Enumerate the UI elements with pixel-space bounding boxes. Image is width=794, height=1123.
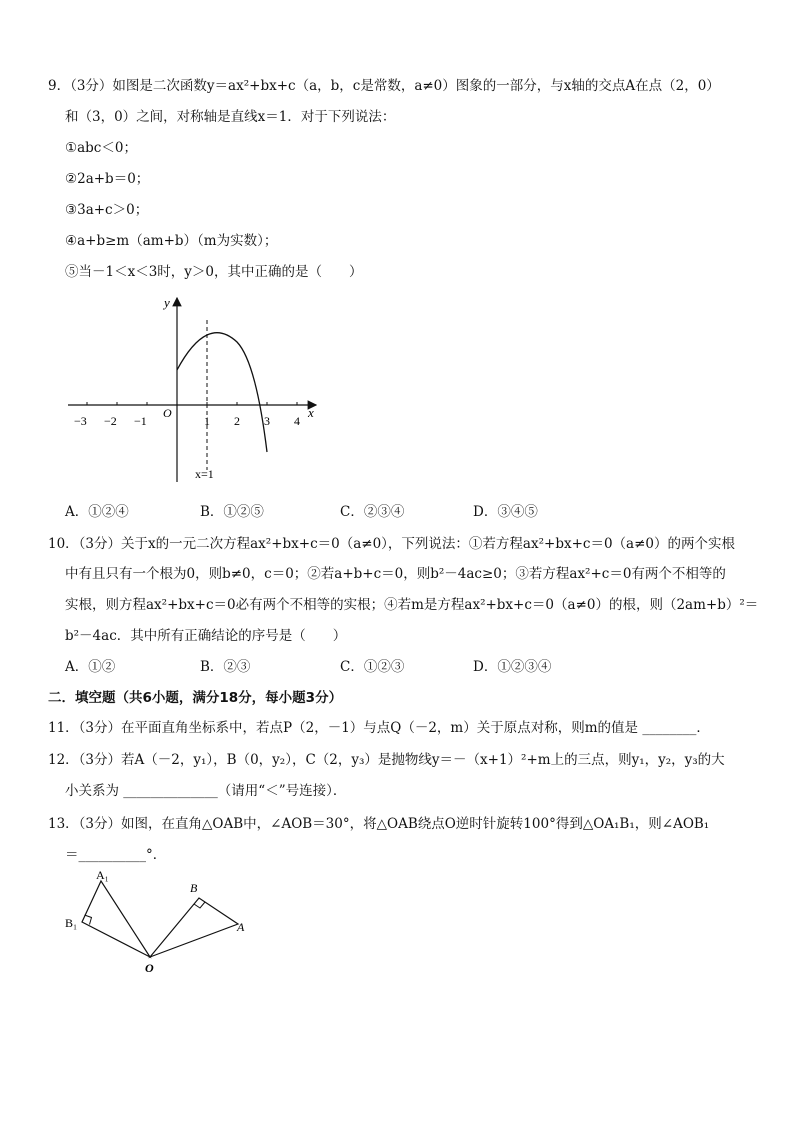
q10-line2: 中有且只有一个根为0，则b≠0，c＝0；②若a+b+c＝0，则b²－4ac≥0；③若方程ax²+c＝0有两个不相等的 — [65, 566, 726, 582]
q9-item-4: ④a+b≥m（am+b）（m为实数）； — [65, 233, 278, 249]
q10-option-a[interactable]: A．①② — [65, 659, 116, 675]
label-o: O — [145, 961, 154, 975]
q9-item-5: ⑤当－1＜x＜3时，y＞0，其中正确的是（ ） — [65, 264, 363, 280]
triangle-oab — [150, 898, 238, 957]
q10-line4: b²－4ac．其中所有正确结论的序号是（ ） — [65, 628, 347, 644]
label-a1: A₁ — [96, 868, 109, 882]
y-axis-label: y — [164, 295, 170, 310]
tick-label-2: 2 — [234, 414, 240, 428]
q13-rotation-figure — [60, 865, 260, 980]
x-axis-label: x — [308, 405, 314, 420]
section-heading-fill-in: 二．填空题（共6小题，满分18分，每小题3分） — [48, 690, 343, 706]
q11-line1: 11．（3分）在平面直角坐标系中，若点P（2，－1）与点Q（－2，m）关于原点对称，则m的值是 ________． — [48, 720, 710, 736]
origin-label: O — [163, 406, 172, 420]
q10-line1: 10．（3分）关于x的一元二次方程ax²+bx+c＝0（a≠0），下列说法：①若方程ax²+bx+c＝0（a≠0）的两个实根 — [48, 536, 735, 552]
q10-option-c[interactable]: C．①②③ — [340, 659, 405, 675]
q9-option-a[interactable]: A．①②④ — [65, 504, 129, 520]
q9-line1: 9．（3分）如图是二次函数y＝ax²+bx+c（a，b，c是常数，a≠0）图象的一部分，与x轴的交点A在点（2，0） — [48, 78, 720, 94]
tick-label-neg3: −3 — [74, 414, 87, 428]
tick-label-1: 1 — [204, 414, 210, 428]
symmetry-axis-label: x=1 — [195, 467, 214, 481]
q9-item-2: ②2a+b＝0； — [65, 171, 150, 187]
right-angle-mark-b1 — [85, 915, 92, 925]
tick-label-3: 3 — [264, 414, 270, 428]
q13-line1: 13．（3分）如图，在直角△OAB中，∠AOB＝30°，将△OAB绕点O逆时针旋转100°得到△OA₁B₁，则∠AOB₁ — [48, 816, 710, 832]
tick-label-neg2: −2 — [104, 414, 117, 428]
q13-line2: ＝__________°． — [65, 847, 167, 863]
tick-label-neg1: −1 — [134, 414, 147, 428]
q9-line2: 和（3，0）之间，对称轴是直线x＝1．对于下列说法： — [65, 109, 396, 125]
parabola-curve — [177, 333, 267, 452]
q9-item-1: ①abc＜0； — [65, 140, 137, 156]
q9-option-d[interactable]: D．③④⑤ — [473, 504, 538, 520]
tick-label-4: 4 — [294, 414, 300, 428]
q10-option-d[interactable]: D．①②③④ — [473, 659, 552, 675]
q9-parabola-graph — [60, 290, 330, 490]
q10-line3: 实根，则方程ax²+bx+c＝0必有两个不相等的实根；④若m是方程ax²+bx+c＝0（a≠0）的根，则（2am+b）²＝ — [65, 597, 759, 613]
label-b: B — [190, 881, 198, 895]
q10-option-b[interactable]: B．②③ — [200, 659, 251, 675]
q9-item-3: ③3a+c＞0； — [65, 202, 149, 218]
q9-option-b[interactable]: B．①②⑤ — [200, 504, 264, 520]
label-b1: B₁ — [65, 916, 78, 930]
q12-line2: 小关系为 ______________（请用“＜”号连接）． — [65, 783, 347, 799]
q9-option-c[interactable]: C．②③④ — [340, 504, 405, 520]
triangle-oa1b1 — [82, 881, 150, 957]
label-a: A — [237, 920, 245, 934]
q12-line1: 12．（3分）若A（－2，y₁），B（0，y₂），C（2，y₃）是抛物线y＝－（x+1）²+m上的三点，则y₁，y₂，y₃的大 — [48, 752, 725, 768]
